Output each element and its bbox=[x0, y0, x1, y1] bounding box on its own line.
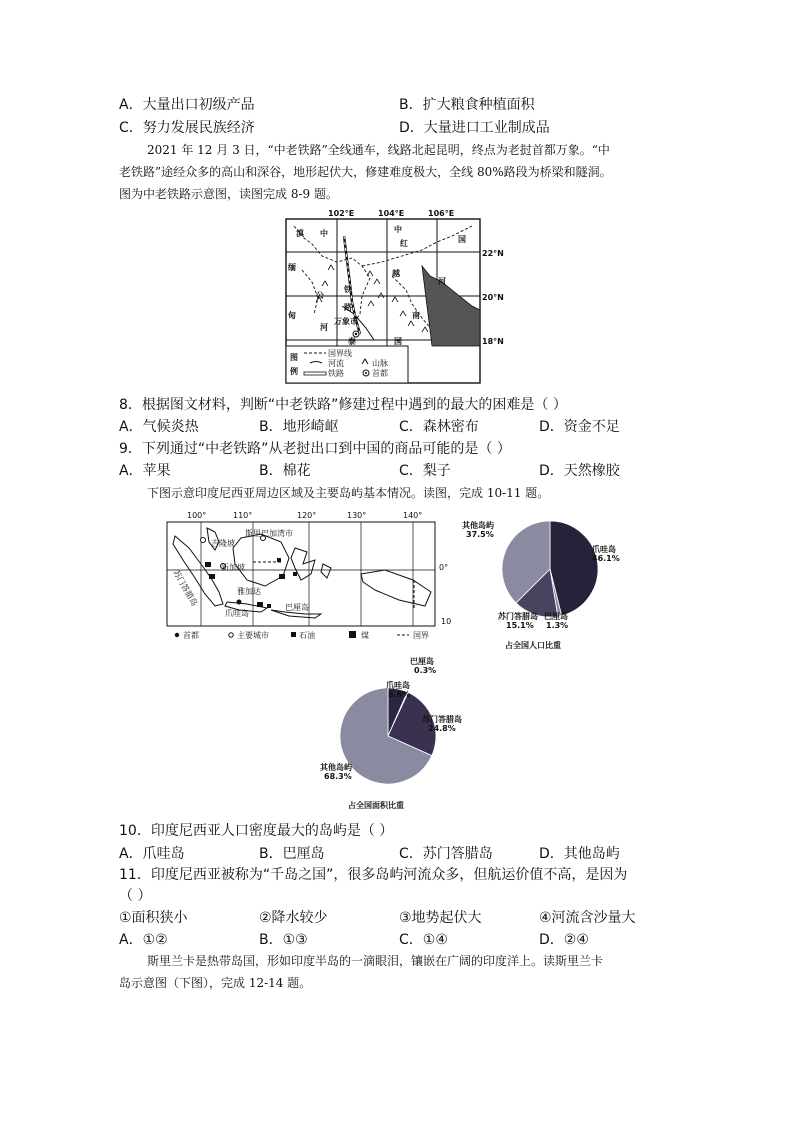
pie2-label-others: 其他岛屿 bbox=[320, 763, 352, 772]
lon-label-104: 104°E bbox=[378, 209, 405, 218]
pie2-value-bali: 0.3% bbox=[414, 666, 437, 675]
china-laos-railway-map bbox=[282, 206, 512, 384]
svg-text:首都: 首都 bbox=[372, 369, 388, 378]
q11-item-4: ④河流含沙量大 bbox=[539, 910, 636, 926]
map1-label-he2: 河 bbox=[320, 323, 328, 332]
q10-option-d: D．其他岛屿 bbox=[539, 846, 620, 862]
map1-label-zhong1: 中 bbox=[320, 229, 328, 238]
pie2-value-others: 68.3% bbox=[324, 772, 352, 781]
q9-option-b: B．棉花 bbox=[259, 463, 311, 479]
lat-label-20: 20°N bbox=[482, 293, 504, 302]
population-share-pie bbox=[462, 514, 640, 632]
map1-label-yue: 越 bbox=[392, 269, 400, 278]
pie2-value-sumatra: 24.8% bbox=[428, 724, 456, 733]
q8-option-a: A．气候炎热 bbox=[119, 419, 199, 435]
q11-stem: 11．印度尼西亚被称为“千岛之国”，很多岛屿河流众多，但航运价值不高，是因为 bbox=[119, 867, 628, 883]
pie2-label-sumatra: 苏门答腊岛 bbox=[422, 715, 462, 724]
lon-label-106: 106°E bbox=[428, 209, 455, 218]
map2-label-kuala-lumpur: 吉隆坡 bbox=[211, 539, 235, 548]
map1-label-mian: 缅 bbox=[288, 263, 296, 272]
map1-label-tai: 泰 bbox=[348, 337, 356, 346]
pie1-value-others: 37.5% bbox=[466, 530, 494, 539]
svg-text:首都: 首都 bbox=[183, 631, 199, 640]
map2-lon-110: 110° bbox=[233, 511, 253, 520]
map2-lon-120: 120° bbox=[297, 511, 317, 520]
q11-option-a: A．①② bbox=[119, 932, 168, 948]
q10-option-b: B．巴厘岛 bbox=[259, 846, 325, 862]
map2-legend bbox=[175, 630, 429, 640]
passage1-line1: 2021 年 12 月 3 日，“中老铁路”全线通车，线路北起昆明，终点为老挝首都万象。“中 bbox=[147, 143, 610, 157]
passage1-line2: 老铁路”途经众多的高山和深谷，地形起伏大，修建难度极大，全线 80%路段为桥梁和隧洞。 bbox=[119, 165, 612, 179]
map1-label-nan: 南 bbox=[412, 311, 420, 320]
q9-stem: 9．下列通过“中老铁路”从老挝出口到中国的商品可能的是（ ） bbox=[119, 441, 511, 457]
area-share-pie bbox=[314, 656, 474, 792]
q10-option-c: C．苏门答腊岛 bbox=[399, 846, 493, 862]
svg-text:国界线: 国界线 bbox=[328, 349, 352, 358]
q11-option-d: D．②④ bbox=[539, 932, 589, 948]
map2-label-jakarta: 雅加达 bbox=[237, 587, 261, 596]
map1-label-guo2: 国 bbox=[394, 337, 402, 346]
svg-text:河流: 河流 bbox=[328, 359, 344, 368]
pie2-label-bali: 巴厘岛 bbox=[410, 657, 434, 666]
q8-option-c: C．森林密布 bbox=[399, 419, 479, 435]
map2-lon-100: 100° bbox=[187, 511, 207, 520]
svg-text:例: 例 bbox=[290, 367, 298, 376]
q7-option-a: A．大量出口初级产品 bbox=[119, 97, 255, 113]
q10-stem: 10．印度尼西亚人口密度最大的岛屿是（ ） bbox=[119, 823, 394, 839]
map1-label-lu: 路 bbox=[344, 303, 352, 312]
map2-label-bandar-seri-begawan: 斯里巴加湾市 bbox=[245, 529, 293, 538]
map2-lat-10: 10 bbox=[441, 617, 452, 626]
map2-label-bali: 巴厘岛 bbox=[285, 603, 309, 612]
map1-label-gong: 公 bbox=[316, 291, 324, 300]
pie1-label-bali: 巴厘岛 bbox=[544, 612, 568, 621]
pie1-value-bali: 1.3% bbox=[546, 621, 569, 630]
q8-option-d: D．资金不足 bbox=[539, 419, 620, 435]
map1-label-dian: 滇 bbox=[296, 229, 304, 238]
map1-label-dian2: 甸 bbox=[288, 311, 296, 320]
q7-option-d: D．大量进口工业制成品 bbox=[399, 120, 550, 136]
map1-label-vientiane: 万象市 bbox=[334, 317, 358, 326]
lat-label-22: 22°N bbox=[482, 249, 504, 258]
map1-label-he1: 河 bbox=[438, 277, 446, 286]
indonesia-map bbox=[165, 508, 457, 642]
passage2: 下图示意印度尼西亚周边区域及主要岛屿基本情况。读图，完成 10-11 题。 bbox=[147, 486, 550, 500]
pie1-label-java: 爪哇岛 bbox=[592, 545, 616, 554]
pie1-value-java: 46.1% bbox=[592, 554, 620, 563]
q11-option-b: B．①③ bbox=[259, 932, 308, 948]
pie2-value-java: 6.6% bbox=[388, 690, 411, 699]
q10-option-a: A．爪哇岛 bbox=[119, 846, 185, 862]
map2-lat-0: 0° bbox=[439, 563, 449, 572]
pie2-title: 占全国面积比重 bbox=[348, 801, 404, 810]
passage3-line1: 斯里兰卡是热带岛国，形如印度半岛的一滴眼泪，镶嵌在广阔的印度洋上。读斯里兰卡 bbox=[147, 954, 604, 968]
passage3-line2: 岛示意图（下图），完成 12-14 题。 bbox=[119, 976, 312, 990]
pie1-label-sumatra: 苏门答腊岛 bbox=[498, 612, 538, 621]
pie1-title: 占全国人口比重 bbox=[505, 641, 561, 650]
q8-stem: 8．根据图文材料，判断“中老铁路”修建过程中遇到的最大的困难是（ ） bbox=[119, 397, 567, 413]
q11-item-2: ②降水较少 bbox=[259, 910, 328, 926]
pie1-label-others: 其他岛屿 bbox=[462, 521, 494, 530]
map1-label-hong: 红 bbox=[400, 239, 408, 248]
map1-label-zhong2: 中 bbox=[394, 225, 402, 234]
svg-text:国界: 国界 bbox=[413, 631, 429, 640]
map2-label-singapore: 新加坡 bbox=[221, 563, 245, 572]
map2-lon-140: 140° bbox=[403, 511, 423, 520]
map1-label-guo: 国 bbox=[458, 235, 466, 244]
q7-option-c: C．努力发展民族经济 bbox=[119, 120, 255, 136]
map1-legend bbox=[286, 346, 408, 383]
svg-text:主要城市: 主要城市 bbox=[237, 631, 269, 640]
map2-label-sumatra: 苏门答腊岛 bbox=[171, 568, 200, 608]
passage1-line3: 图为中老铁路示意图，读图完成 8-9 题。 bbox=[119, 187, 338, 201]
lat-label-18: 18°N bbox=[482, 337, 504, 346]
lon-label-102: 102°E bbox=[328, 209, 355, 218]
q11-item-3: ③地势起伏大 bbox=[399, 910, 482, 926]
pie2-label-java: 爪哇岛 bbox=[386, 681, 410, 690]
q9-option-d: D．天然橡胶 bbox=[539, 463, 620, 479]
q11-item-1: ①面积狭小 bbox=[119, 910, 188, 926]
q9-option-a: A．苹果 bbox=[119, 463, 171, 479]
pie1-value-sumatra: 15.1% bbox=[506, 621, 534, 630]
q11-paren: （ ） bbox=[119, 888, 152, 904]
svg-text:煤: 煤 bbox=[361, 631, 369, 640]
svg-text:铁路: 铁路 bbox=[328, 369, 344, 378]
svg-text:山脉: 山脉 bbox=[372, 359, 388, 368]
svg-text:图: 图 bbox=[290, 353, 298, 362]
map1-label-tie: 铁 bbox=[344, 285, 352, 294]
q7-option-b: B．扩大粮食种植面积 bbox=[399, 97, 535, 113]
map2-lon-130: 130° bbox=[347, 511, 367, 520]
q9-option-c: C．梨子 bbox=[399, 463, 451, 479]
q11-option-c: C．①④ bbox=[399, 932, 448, 948]
svg-text:石油: 石油 bbox=[299, 631, 315, 640]
map2-label-java: 爪哇岛 bbox=[225, 609, 249, 618]
q8-option-b: B．地形崎岖 bbox=[259, 419, 339, 435]
